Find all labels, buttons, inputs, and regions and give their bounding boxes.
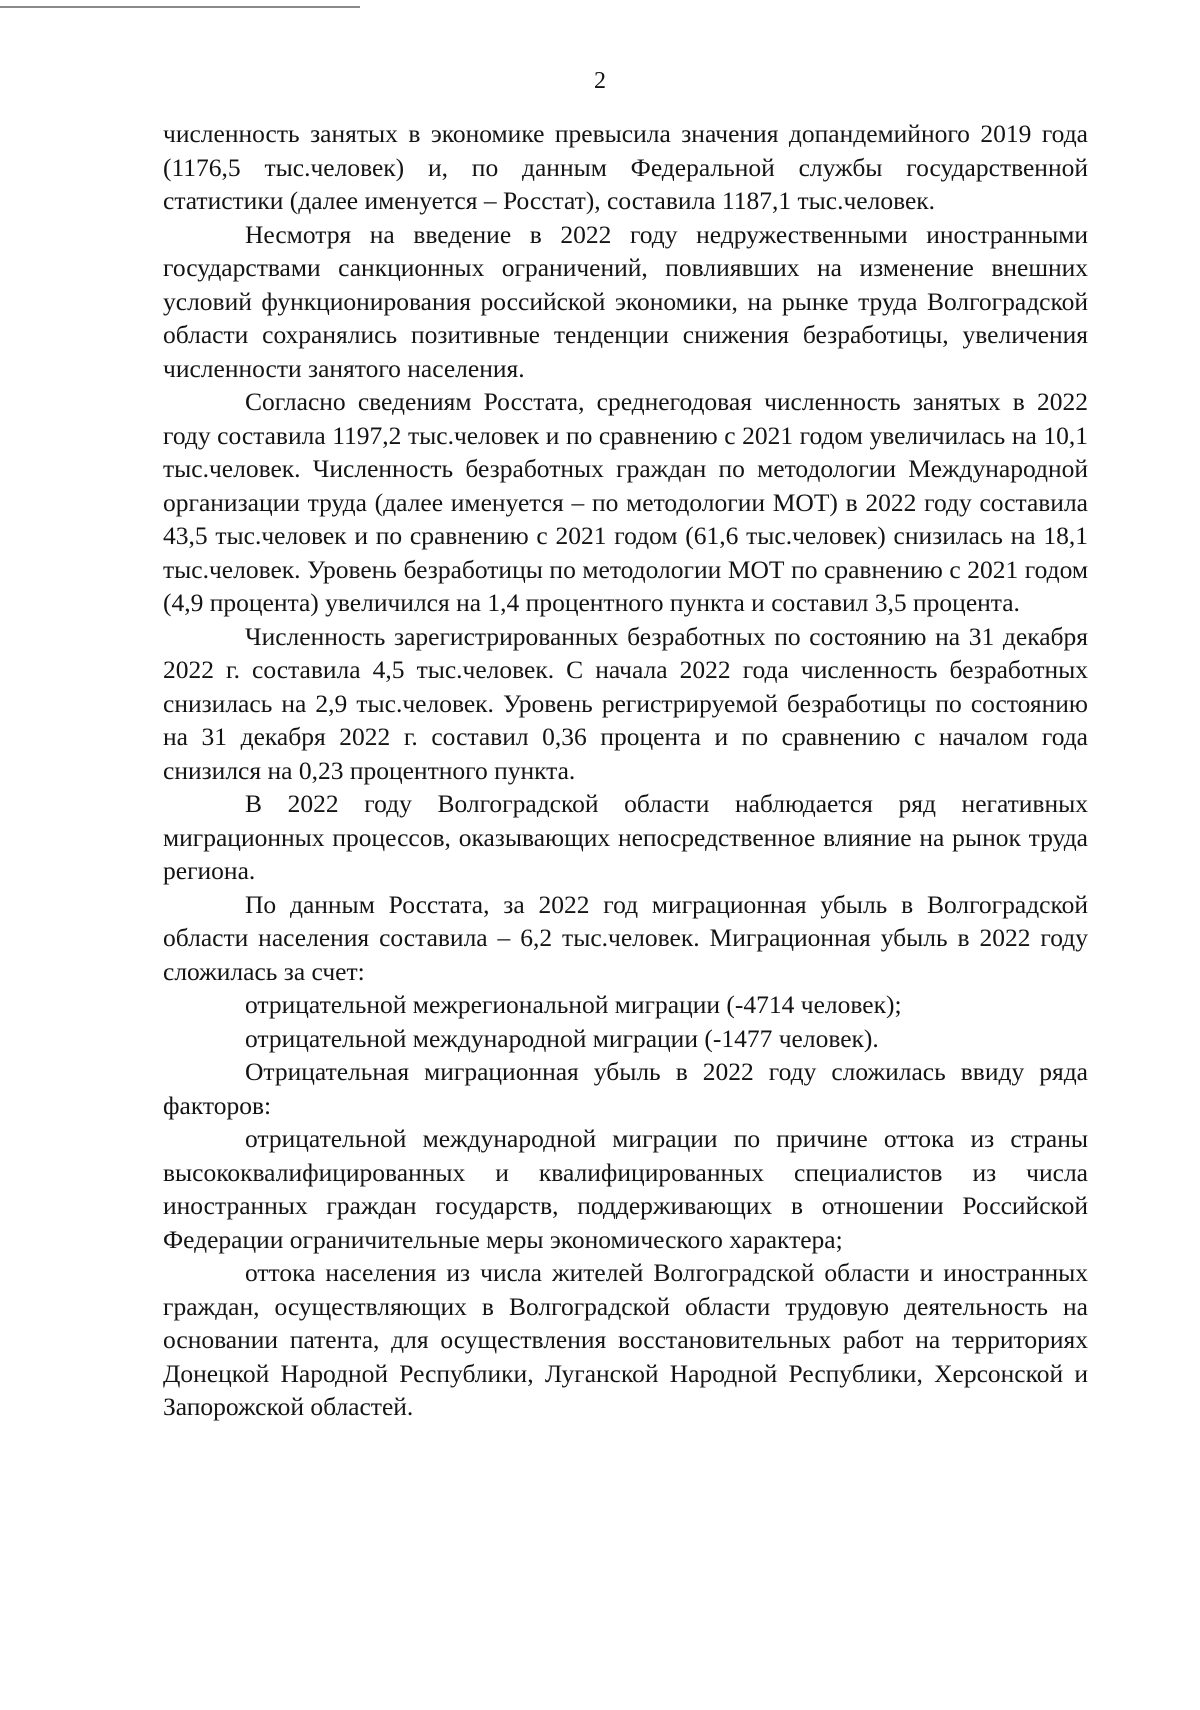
paragraph-migration-factors: Отрицательная миграционная убыль в 2022 году сложилась ввиду ряда факторов:: [163, 1057, 1088, 1120]
list-item-international-migration: отрицательной международной миграции (-1477 человек).: [245, 1023, 879, 1053]
list-item-interregional-migration: отрицательной межрегиональной миграции (-4714 человек);: [245, 990, 902, 1019]
paragraph-migration-processes: В 2022 году Волгоградской области наблюдается ряд негативных миграционных процессов, оказывающих непосредственное влияние на рынок труда региона.: [163, 789, 1088, 885]
document-body: [163, 117, 1088, 1424]
paragraph-employment-intro: численность занятых в экономике превысила значения допандемийного 2019 года (1176,5 тыс.человек) и, по данным Федеральной службы государственной статистики (далее именуется – Росстат), составила 1187,1 тыс.человек.: [163, 119, 1088, 215]
paragraph-sanctions: Несмотря на введение в 2022 году недружественными иностранными государствами санкционных ограничений, повлиявших на изменение внешних условий функционирования российской экономики, на рынке труда Волгоградской области сохранялись позитивные тенденции снижения безработицы, увеличения численности занятого населения.: [163, 219, 1088, 383]
page-number: 2: [594, 68, 606, 94]
top-edge-rule: [0, 6, 360, 8]
paragraph-migration-loss: По данным Росстата, за 2022 год миграционная убыль в Волгоградской области населения составила – 6,2 тыс.человек. Миграционная убыль в 2022 году сложилась за счет:: [163, 889, 1088, 986]
paragraph-rosstat-employment: Согласно сведениям Росстата, среднегодовая численность занятых в 2022 году составила 1197,2 тыс.человек и по сравнению с 2021 годом увеличилась на 10,1 тыс.человек. Численность безработных граждан по методологии Международной организации труда (далее именуется – по методологии МОТ) в 2022 году составила 43,5 тыс.человек и по сравнению с 2021 годом (61,6 тыс.человек) снизилась на 18,1 тыс.человек. Уровень безработицы по методологии МОТ по сравнению с 2021 годом (4,9 процента) увеличился на 1,4 процентного пункта и составил 3,5 процента.: [163, 387, 1088, 617]
list-item-specialists-outflow: отрицательной международной миграции по причине оттока из страны высококвалифицированных и квалифицированных специалистов из числа иностранных граждан государств, поддерживающих в отношении Российской Федерации ограничительные меры экономического характера;: [163, 1124, 1088, 1254]
paragraph-registered-unemployed: Численность зарегистрированных безработных по состоянию на 31 декабря 2022 г. составила 4,5 тыс.человек. С начала 2022 года численность безработных снизилась на 2,9 тыс.человек. Уровень регистрируемой безработицы по состоянию на 31 декабря 2022 г. составил 0,36 процента и по сравнению с началом года снизился на 0,23 процентного пункта.: [163, 621, 1088, 785]
list-item-population-outflow: оттока населения из числа жителей Волгоградской области и иностранных граждан, осуществляющих в Волгоградской области трудовую деятельность на основании патента, для осуществления восстановительных работ на территориях Донецкой Народной Республики, Луганской Народной Республики, Херсонской и Запорожской областей.: [163, 1258, 1088, 1421]
